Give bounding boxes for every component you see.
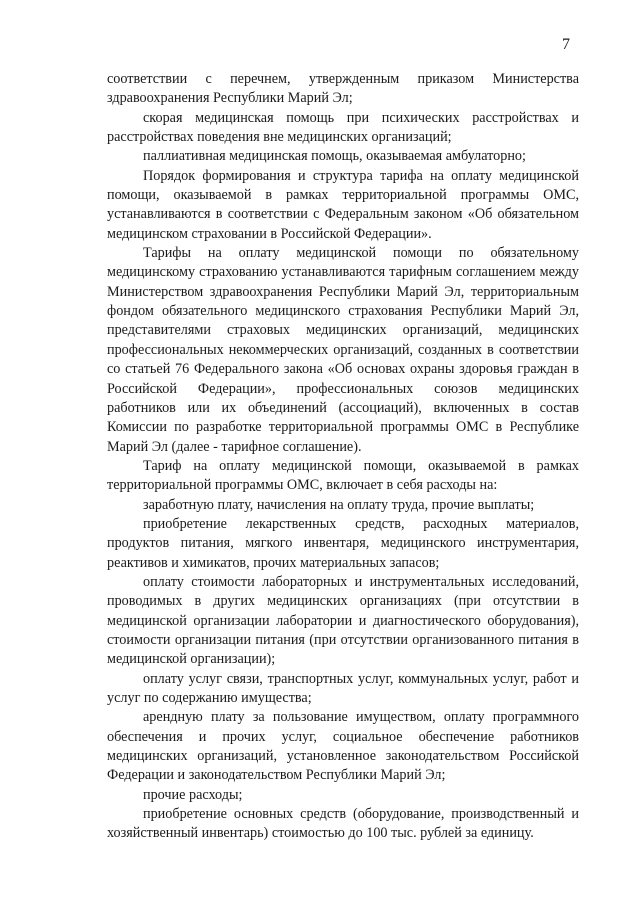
document-body — [107, 70, 579, 844]
paragraph-10: оплату услуг связи, транспортных услуг, коммунальных услуг, работ и услуг по содержанию имущества; — [107, 670, 579, 706]
paragraph-1: соответствии с перечнем, утвержденным приказом Министерства здравоохранения Республики Марий Эл; — [107, 71, 579, 107]
paragraph-8: приобретение лекарственных средств, расходных материалов, продуктов питания, мягкого инвентаря, медицинского инструментария, реактивов и химикатов, прочих материальных запасов; — [107, 515, 579, 571]
paragraph-13: приобретение основных средств (оборудование, производственный и хозяйственный инвентарь) стоимостью до 100 тыс. рублей за единицу. — [107, 806, 579, 842]
paragraph-12: прочие расходы; — [143, 786, 243, 803]
paragraph-2: скорая медицинская помощь при психических расстройствах и расстройствах поведения вне медицинских организаций; — [107, 109, 579, 146]
paragraph-4: Порядок формирования и структура тарифа на оплату медицинской помощи, оказываемой в рамках территориальной программы ОМС, устанавливаются в соответствии с Федеральным законом «Об обязательном медицинском страховании в Российской Федерации». — [107, 167, 579, 242]
paragraph-11: арендную плату за пользование имуществом, оплату программного обеспечения и прочих услуг, социальное обеспечение работников медицинских организаций, установленное законодательством Российской Федерации и законодательством Республики Марий Эл; — [107, 709, 579, 784]
paragraph-7: заработную плату, начисления на оплату труда, прочие выплаты; — [143, 496, 535, 513]
page-number: 7 — [562, 36, 570, 53]
paragraph-3: паллиативная медицинская помощь, оказываемая амбулаторно; — [143, 148, 526, 165]
paragraph-5: Тарифы на оплату медицинской помощи по обязательному медицинскому страхованию устанавливаются тарифным соглашением между Министерством здравоохранения Республики Марий Эл, территориальным фондом обязательного медицинского страхования Республики Марий Эл, представителями страховых медицинских организаций, медицинских профессиональных некоммерческих организаций, созданных в соответствии со статьей 76 Федерального закона «Об основах охраны здоровья граждан в Российской Федерации», профессиональных союзов медицинских работников или их объединений (ассоциаций), включенных в состав Комиссии по разработке территориальной программы ОМС в Республике Марий Эл (далее - тарифное соглашение). — [107, 245, 579, 455]
paragraph-6: Тариф на оплату медицинской помощи, оказываемой в рамках территориальной программы ОМС, включает в себя расходы на: — [107, 457, 579, 494]
paragraph-9: оплату стоимости лабораторных и инструментальных исследований, проводимых в других медицинских организациях (при отсутствии в медицинской организации лаборатории и диагностического оборудования), стоимости организации питания (при отсутствии организованного питания в медицинской организации); — [107, 573, 579, 668]
